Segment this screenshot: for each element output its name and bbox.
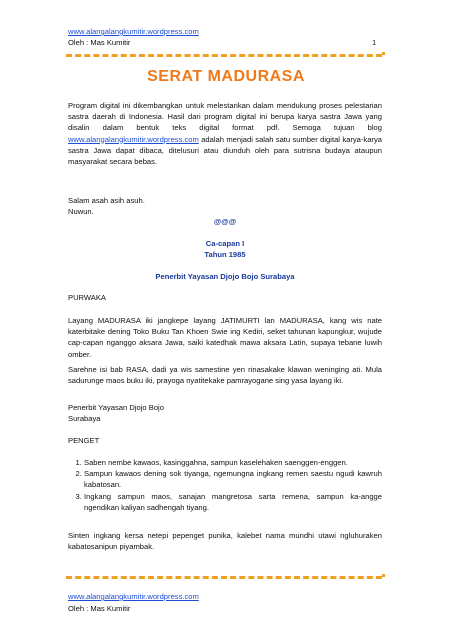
footer-divider-tip: [382, 574, 385, 577]
intro-paragraph: [68, 100, 382, 167]
intro-blog-link[interactable]: www.alangalangkumitir.wordpress.com: [68, 134, 199, 144]
page-number: 1: [372, 38, 377, 47]
intro-text-start: Program digital ini dikembangkan untuk melestarikan dalam mendukung proses pelestarian sastra daerah di Indonesia. Hasil dari program digital ini berupa karya sastra Jawa yang disalin dalam bentuk teks digital format pdf. Semoga tujuan blog: [68, 101, 382, 133]
footer-site-link[interactable]: www.alangalangkumitir.wordpress.com: [68, 592, 199, 601]
penget-item: 1. Saben nembe kawaos, kasinggahna, sampun kaselehaken saenggen-enggen.: [84, 457, 382, 468]
penget-list: [68, 457, 382, 513]
separator-mark: @@@: [213, 217, 237, 226]
purwaka-heading: PURWAKA: [68, 293, 106, 302]
greeting-line-2: Nuwun.: [68, 207, 94, 216]
header-author: Oleh : Mas Kumitir: [68, 38, 131, 47]
footer-divider: [66, 576, 382, 579]
publisher-label: Penerbit Yayasan Djojo Bojo Surabaya: [155, 272, 295, 281]
page-title: SERAT MADURASA: [147, 68, 305, 85]
purwaka-paragraph-1: Layang MADURASA iki jangkepe layang JATIMURTI lan MADURASA, kang wis nate katerbitake dening Toko Buku Tan Khoen Swie ing Kediri, seket tahunan kapungkur, wujude cap-capan nganggo aksara Jawa, saiki katedhak mawa aksara Latin, supaya tebane luwih omber.: [68, 316, 382, 359]
header-divider: [66, 54, 382, 57]
publisher-signature-2: Surabaya: [68, 414, 101, 423]
header-site-link[interactable]: www.alangalangkumitir.wordpress.com: [68, 27, 199, 36]
penget-item: 2. Sampun kawaos dening sok tiyanga, ngemungna ingkang remen saestu ngudi kawruh kabatosan.: [84, 468, 382, 490]
greeting-line-1: Salam asah asih asuh.: [68, 196, 145, 205]
penget-item: 3. Ingkang sampun maos, sanajan mangretosa sarta remena, sampun ka-angge ngendikan kaliyan sadhengah tiyang.: [84, 491, 382, 513]
year-label: Tahun 1985: [204, 250, 246, 259]
header-divider-tip: [382, 52, 385, 55]
intro-text-end: adalah menjadi salah satu sumber digital karya-karya sastra Jawa dapat dibaca, ditelusuri atau diunduh oleh para sutrisna budaya ataupun masyarakat secara bebas.: [68, 134, 382, 167]
penget-heading: PENGET: [68, 436, 100, 445]
edition-label: Ca-capan I: [205, 239, 245, 248]
footer-author: Oleh : Mas Kumitir: [68, 604, 131, 613]
penget-closing: Sinten ingkang kersa netepi pepenget punika, kalebet nama mundhi utawi ngluhuraken kabatosanipun piyambak.: [68, 531, 382, 552]
purwaka-paragraph-2: Sarehne isi bab RASA, dadi ya wis samestine yen rinasakake klawan weninging ati. Mula sadurunge maos buku iki, prayoga nyatitekake pamrayogane sing yasa layang iki.: [68, 365, 382, 386]
publisher-signature-1: Penerbit Yayasan Djojo Bojo: [68, 403, 164, 412]
